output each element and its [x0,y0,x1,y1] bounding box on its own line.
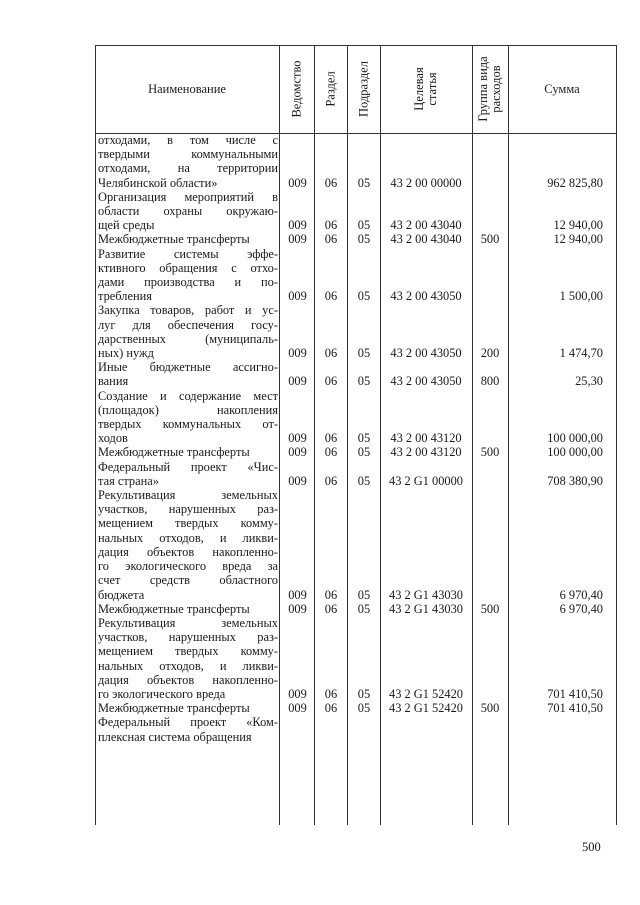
cell-razdel: 06 [324,445,338,460]
cell-celevaya-statya: 43 2 G1 00000 [389,473,463,488]
cell-gruppa: 500 [480,445,500,460]
cell-vedomstvo: 009 [288,374,307,389]
table-row [95,133,617,190]
row-name-line: мещением твердых комму- [98,644,278,659]
row-name-line: бюджета [98,587,145,602]
cell-vedomstvo: 009 [288,218,307,233]
table-row [95,701,617,715]
cell-celevaya-statya: 43 2 00 00000 [390,175,462,190]
header-razdel: Раздел [323,71,337,107]
row-name-line: Межбюджетные трансферты [98,701,250,716]
header-vedomstvo: Ведомство [289,60,303,118]
cell-summa: 12 940,00 [553,218,603,233]
table-row [95,247,617,304]
cell-celevaya-statya: 43 2 00 43040 [390,218,462,233]
cell-summa: 708 380,90 [547,473,603,488]
budget-table [95,45,617,825]
cell-vedomstvo: 009 [288,289,307,304]
row-name-line: дами производства и по- [98,275,278,290]
table-row [95,190,617,233]
row-name-line: (площадок) накопления [98,402,278,417]
cell-podrazdel: 05 [357,289,371,304]
row-name-line: Федеральный проект «Ком- [98,715,278,730]
cell-podrazdel: 05 [357,232,371,247]
row-name-line: ных) нужд [98,346,154,361]
row-name-line: Челябинской области» [98,175,218,190]
row-name [95,488,278,602]
row-name-line: Создание и содержание мест [98,388,278,403]
row-name-line: Закупка товаров, работ и ус- [98,303,278,318]
cell-razdel: 06 [324,175,338,190]
cell-summa: 962 825,80 [547,175,603,190]
header-summa: Сумма [544,81,580,96]
cell-gruppa: 200 [480,346,500,361]
row-name-line: го экологического вреда [98,686,226,701]
row-name-line: щей среды [98,218,155,233]
row-name-line: твердых коммунальных от- [98,417,278,432]
cell-celevaya-statya: 43 2 00 43050 [390,374,462,389]
table-row [95,232,617,246]
cell-celevaya-statya: 43 2 00 43120 [390,445,462,460]
cell-vedomstvo: 009 [288,232,307,247]
cell-razdel: 06 [324,346,338,361]
cell-summa: 6 970,40 [559,601,603,616]
table-row [95,360,617,388]
table-row [95,616,617,701]
table-body [95,133,617,744]
cell-gruppa: 800 [480,374,500,389]
table-row [95,445,617,459]
cell-celevaya-statya: 43 2 00 43040 [390,232,462,247]
row-name-line: Иные бюджетные ассигно- [98,360,278,375]
table-row [95,460,617,488]
row-name-line: счет средств областного [98,573,278,588]
row-name-line: требления [98,289,152,304]
row-name-line: плексная система обращения [98,729,252,744]
row-name-line: Федеральный проект «Чис- [98,459,278,474]
cell-vedomstvo: 009 [288,587,307,602]
row-name-line: отходами, на территории [98,161,278,176]
row-name-line: участков, нарушенных раз- [98,502,278,517]
page-number: 500 [582,840,601,854]
cell-podrazdel: 05 [357,587,371,602]
header-gruppa-vida-rashodov: Группа вида расходов [476,56,503,122]
row-name-line: луг для обеспечения госу- [98,317,278,332]
table-row [95,303,617,360]
cell-razdel: 06 [324,601,338,616]
row-name-line: твердыми коммунальными [98,147,278,162]
table-row [95,715,617,743]
row-name-line: тая страна» [98,473,159,488]
cell-summa: 701 410,50 [547,701,603,716]
cell-razdel: 06 [324,232,338,247]
cell-celevaya-statya: 43 2 00 43050 [390,289,462,304]
row-name-line: дация объектов накопленно- [98,672,278,687]
cell-razdel: 06 [324,686,338,701]
cell-podrazdel: 05 [357,218,371,233]
cell-summa: 12 940,00 [553,232,603,247]
table-row [95,488,617,602]
row-name-line: нальных отходов, и ликви- [98,530,278,545]
cell-celevaya-statya: 43 2 G1 52420 [389,701,463,716]
row-name-line: Межбюджетные трансферты [98,601,250,616]
row-name-line: ктивного обращения с отхо- [98,260,278,275]
header-celevaya-statya: Целевая статья [412,67,439,111]
cell-vedomstvo: 009 [288,431,307,446]
cell-vedomstvo: 009 [288,686,307,701]
cell-razdel: 06 [324,701,338,716]
cell-summa: 100 000,00 [547,445,603,460]
cell-summa: 701 410,50 [547,686,603,701]
row-name-line: области охраны окружаю- [98,204,278,219]
cell-vedomstvo: 009 [288,473,307,488]
cell-celevaya-statya: 43 2 00 43120 [390,431,462,446]
row-name-line: отходами, в том числе с [98,133,278,147]
table-row [95,389,617,446]
cell-gruppa: 500 [480,601,500,616]
cell-celevaya-statya: 43 2 00 43050 [390,346,462,361]
cell-vedomstvo: 009 [288,175,307,190]
cell-podrazdel: 05 [357,701,371,716]
row-name-line: Организация мероприятий в [98,189,278,204]
row-name-line: Межбюджетные трансферты [98,232,250,247]
cell-summa: 100 000,00 [547,431,603,446]
cell-celevaya-statya: 43 2 G1 52420 [389,686,463,701]
cell-podrazdel: 05 [357,175,371,190]
row-name-line: Рекультивация земельных [98,615,278,630]
cell-summa: 25,30 [575,374,603,389]
cell-summa: 1 500,00 [559,289,603,304]
row-name-line: участков, нарушенных раз- [98,630,278,645]
row-name-line: Межбюджетные трансферты [98,445,250,460]
cell-celevaya-statya: 43 2 G1 43030 [389,587,463,602]
cell-gruppa: 500 [480,701,500,716]
cell-razdel: 06 [324,289,338,304]
cell-vedomstvo: 009 [288,701,307,716]
row-name-line: Рекультивация земельных [98,488,278,503]
cell-summa: 6 970,40 [559,587,603,602]
cell-summa: 1 474,70 [559,346,603,361]
cell-podrazdel: 05 [357,686,371,701]
cell-razdel: 06 [324,374,338,389]
row-name-line: Развитие системы эффе- [98,246,278,261]
cell-razdel: 06 [324,431,338,446]
row-name-line: мещением твердых комму- [98,516,278,531]
cell-vedomstvo: 009 [288,346,307,361]
cell-podrazdel: 05 [357,374,371,389]
cell-vedomstvo: 009 [288,601,307,616]
row-name-line: нальных отходов, и ликви- [98,658,278,673]
table-row [95,602,617,616]
cell-podrazdel: 05 [357,346,371,361]
row-name-line: ходов [98,431,128,446]
cell-podrazdel: 05 [357,601,371,616]
cell-razdel: 06 [324,587,338,602]
cell-podrazdel: 05 [357,431,371,446]
cell-razdel: 06 [324,473,338,488]
cell-razdel: 06 [324,218,338,233]
cell-celevaya-statya: 43 2 G1 43030 [389,601,463,616]
cell-podrazdel: 05 [357,473,371,488]
cell-vedomstvo: 009 [288,445,307,460]
cell-podrazdel: 05 [357,445,371,460]
row-name-line: дарственных (муниципаль- [98,331,278,346]
cell-gruppa: 500 [480,232,500,247]
row-name-line: дация объектов накопленно- [98,544,278,559]
header-name: Наименование [148,81,226,96]
row-name-line: го экологического вреда за [98,559,278,574]
header-podrazdel: Подраздел [356,61,370,117]
row-name-line: вания [98,374,129,389]
